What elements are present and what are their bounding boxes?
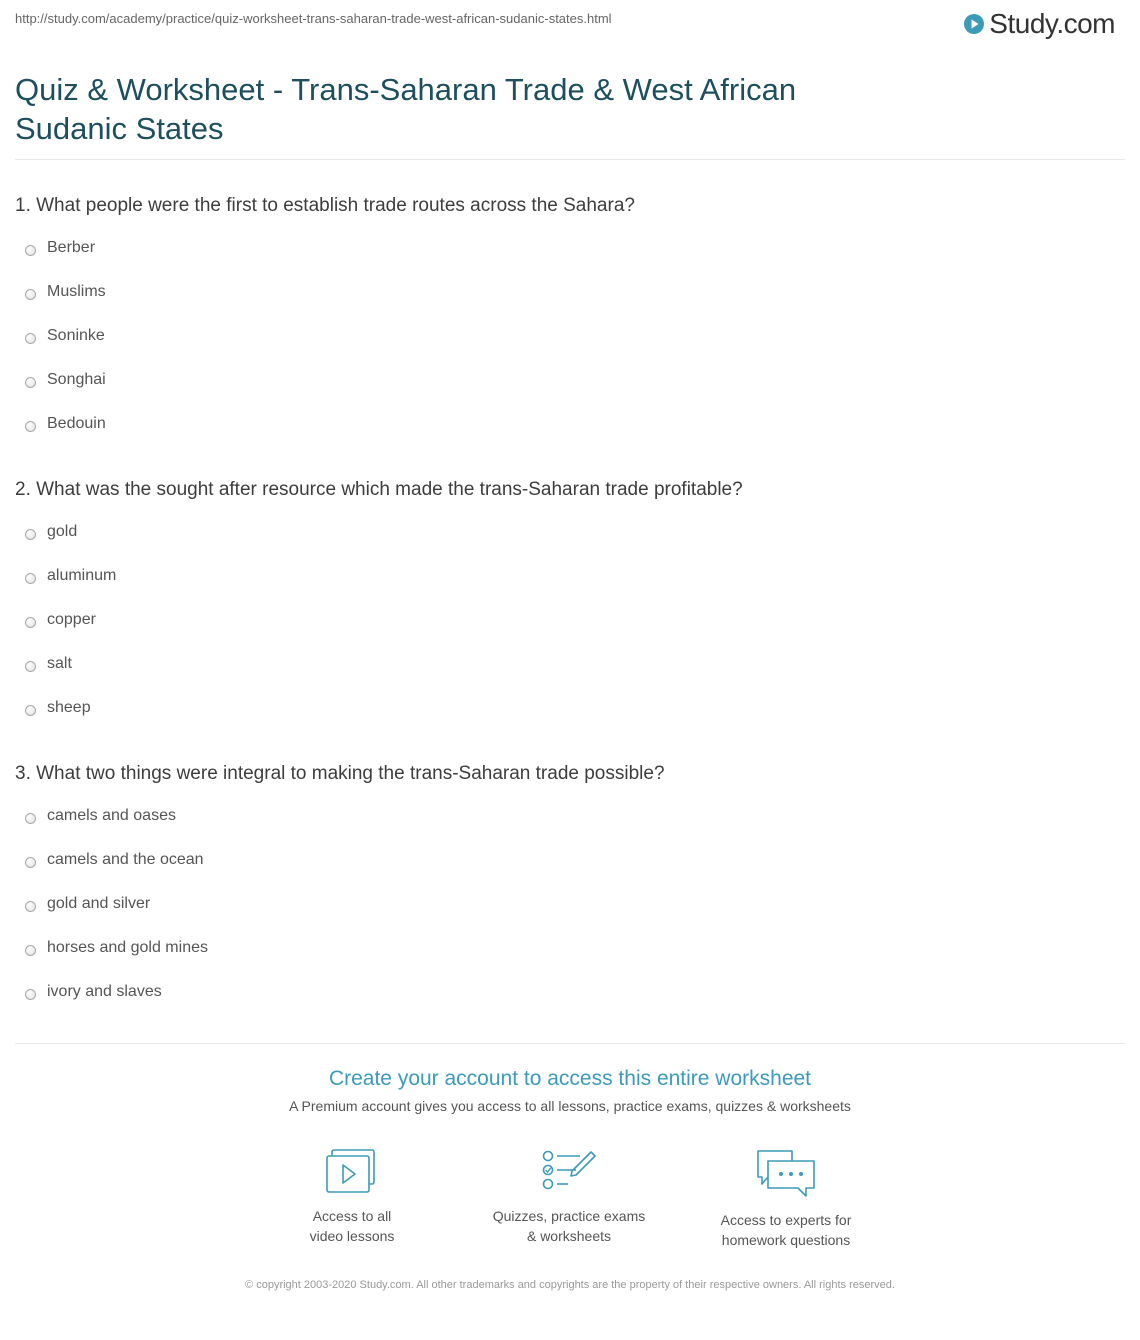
option-label: horses and gold mines — [47, 939, 208, 956]
answer-option[interactable] — [0, 851, 700, 898]
option-label: Songhai — [47, 371, 106, 388]
option-label: camels and the ocean — [47, 851, 204, 868]
option-label: Muslims — [47, 283, 106, 300]
question-2: 2. What was the sought after resource which made the trans-Saharan trade profitable? — [15, 479, 743, 500]
radio-button[interactable] — [25, 989, 36, 1000]
radio-button[interactable] — [25, 617, 36, 628]
radio-button[interactable] — [25, 377, 36, 388]
checklist-icon — [540, 1148, 598, 1196]
question-3: 3. What two things were integral to making the trans-Saharan trade possible? — [15, 763, 665, 784]
answer-option[interactable] — [0, 327, 700, 374]
answer-option[interactable] — [0, 895, 700, 942]
option-label: salt — [47, 655, 72, 672]
question-2-options — [0, 523, 700, 746]
answer-option[interactable] — [0, 611, 700, 658]
option-label: Berber — [47, 239, 96, 256]
radio-button[interactable] — [25, 857, 36, 868]
option-label: Soninke — [47, 327, 105, 344]
radio-button[interactable] — [25, 901, 36, 912]
option-label: copper — [47, 611, 96, 628]
answer-option[interactable] — [0, 807, 700, 854]
radio-button[interactable] — [25, 813, 36, 824]
question-3-options — [0, 807, 700, 1030]
chat-bubbles-icon — [754, 1148, 818, 1200]
radio-button[interactable] — [25, 705, 36, 716]
radio-button[interactable] — [25, 289, 36, 300]
answer-option[interactable] — [0, 939, 700, 986]
page-title: Quiz & Worksheet - Trans-Saharan Trade & West African Sudanic States — [15, 72, 797, 146]
answer-option[interactable] — [0, 983, 700, 1030]
study-logo[interactable] — [963, 8, 1115, 40]
answer-option[interactable] — [0, 415, 700, 462]
title-divider — [15, 159, 1125, 160]
page-url: http://study.com/academy/practice/quiz-worksheet-trans-saharan-trade-west-african-sudanic-states.html — [15, 11, 612, 26]
radio-button[interactable] — [25, 661, 36, 672]
question-1: 1. What people were the first to establish trade routes across the Sahara? — [15, 195, 635, 216]
option-label: gold — [47, 523, 78, 540]
question-1-options — [0, 239, 700, 462]
radio-button[interactable] — [25, 245, 36, 256]
option-label: Bedouin — [47, 415, 106, 432]
radio-button[interactable] — [25, 573, 36, 584]
option-label: sheep — [47, 699, 91, 716]
option-label: ivory and slaves — [47, 983, 162, 1000]
answer-option[interactable] — [0, 523, 700, 570]
feature-quizzes — [469, 1148, 669, 1246]
answer-option[interactable] — [0, 283, 700, 330]
option-label: gold and silver — [47, 895, 151, 912]
premium-description: A Premium account gives you access to all lessons, practice exams, quizzes & worksheets — [289, 1098, 851, 1114]
feature-text: Access to experts for homework questions — [720, 1212, 852, 1248]
feature-text: Access to all video lessons — [309, 1208, 395, 1244]
cta-divider — [15, 1043, 1125, 1044]
play-circle-icon — [963, 13, 985, 35]
copyright: © copyright 2003-2020 Study.com. All other trademarks and copyrights are the property of their respective owners. All rights reserved. — [245, 1279, 895, 1291]
answer-option[interactable] — [0, 699, 700, 746]
answer-option[interactable] — [0, 567, 700, 614]
feature-text: Quizzes, practice exams & worksheets — [492, 1208, 646, 1244]
answer-option[interactable] — [0, 371, 700, 418]
option-label: aluminum — [47, 567, 117, 584]
radio-button[interactable] — [25, 945, 36, 956]
feature-video-lessons — [252, 1148, 452, 1246]
radio-button[interactable] — [25, 529, 36, 540]
answer-option[interactable] — [0, 239, 700, 286]
create-account-link[interactable]: Create your account to access this entire worksheet — [328, 1067, 812, 1090]
option-label: camels and oases — [47, 807, 176, 824]
radio-button[interactable] — [25, 333, 36, 344]
video-play-icon — [324, 1148, 380, 1196]
answer-option[interactable] — [0, 655, 700, 702]
feature-experts — [686, 1148, 886, 1250]
radio-button[interactable] — [25, 421, 36, 432]
logo-text: Study.com — [989, 8, 1115, 39]
